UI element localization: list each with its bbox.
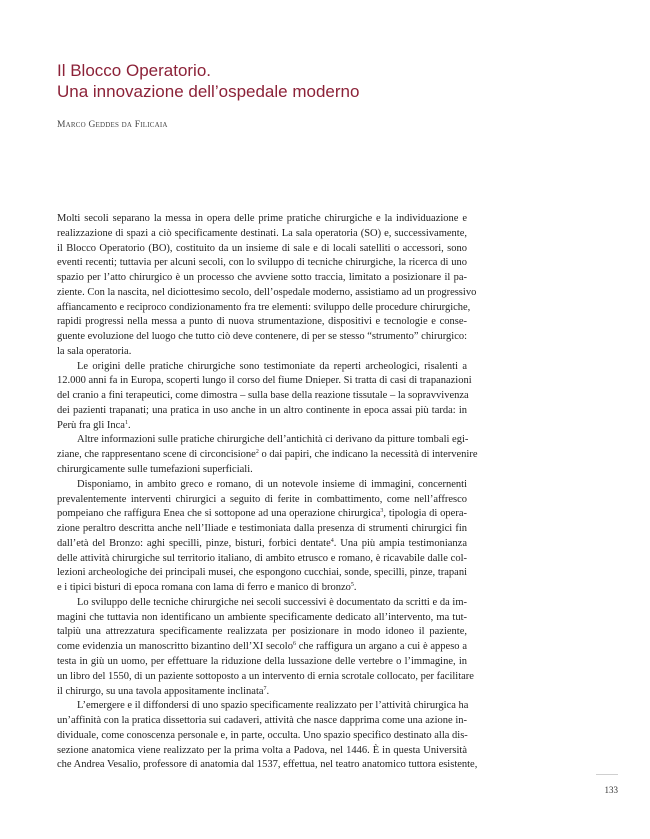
body-text-segment: ziente. Con la nascita, nel diciottesimo secolo, dell’ospedale moderno, assistiamo ad un progressivo bbox=[57, 286, 477, 298]
footnote-reference: 2 bbox=[255, 449, 259, 456]
body-text-line bbox=[57, 448, 478, 463]
body-text-line bbox=[57, 758, 478, 773]
body-text-line bbox=[57, 242, 467, 257]
body-text-segment: . Una più ampia testimonianza bbox=[333, 537, 467, 549]
body-text-line bbox=[57, 552, 467, 567]
body-text-segment: delle attività chirurgiche sul territorio italiano, di ambito etrusco e romano, è ricavabile dalle col- bbox=[57, 552, 467, 564]
body-text-line bbox=[57, 611, 467, 626]
body-text-segment: talpiù una attrezzatura specificamente realizzata per posizionare in modo idoneo il paziente, bbox=[57, 626, 467, 638]
body-text-segment: guente evoluzione del luogo che tutto ciò deve contenere, di per se stesso “strumento” chirurgico: bbox=[57, 331, 468, 343]
body-text-segment: come evidenzia un manoscritto bizantino dell’XI secolo bbox=[57, 641, 293, 653]
body-text-line bbox=[57, 744, 467, 759]
footnote-reference: 3 bbox=[380, 508, 384, 515]
body-text-segment: magini che tuttavia non identificano un ambiente specificamente dedicato all’intervento, ma tut- bbox=[57, 611, 467, 623]
page-number-rule bbox=[596, 774, 618, 775]
body-text-line bbox=[57, 404, 467, 419]
body-text-segment: un libro del 1550, di un paziente sottoposto a un intervento di ernia scrotale collocato, per facilitare bbox=[57, 670, 474, 682]
body-text-segment: L’emergere e il diffondersi di uno spazio specificamente realizzato per l’attività chirurgica ha bbox=[77, 700, 469, 712]
body-text-segment: . bbox=[127, 419, 131, 431]
body-text-line bbox=[57, 345, 467, 360]
body-text-segment: che Andrea Vesalio, professore di anatomia dal 1537, effettua, nel teatro anatomico tuttora esistente, bbox=[57, 759, 478, 771]
body-text-segment: e i tipici bisturi di epoca romana con lama di ferro e manico di bronzo bbox=[57, 582, 351, 594]
body-text-line bbox=[57, 655, 467, 670]
body-text-segment: Disponiamo, in ambito greco e romano, di un notevole insieme di immagini, concernenti bbox=[77, 478, 467, 490]
body-text-line bbox=[57, 699, 467, 714]
body-text-segment: il chirurgo, su una tavola appositamente inclinata bbox=[57, 685, 264, 697]
body-text-line bbox=[57, 360, 467, 375]
body-text-segment: 12.000 anni fa in Europa, scoperti lungo il corso del fiume Dnieper. Si tratta di casi di trapanazioni bbox=[57, 375, 472, 387]
body-text-segment: Lo sviluppo delle tecniche chirurgiche nei secoli successivi è documentato da scritti e da im- bbox=[77, 596, 467, 608]
body-text-line bbox=[57, 271, 467, 286]
body-text-segment: un’affinità con la pratica dissettoria sui cadaveri, attività che nasce dapprima come una azione in- bbox=[57, 715, 467, 727]
body-text-line bbox=[57, 566, 467, 581]
body-text-line bbox=[57, 301, 471, 316]
body-text-line bbox=[57, 374, 472, 389]
body-text-line bbox=[57, 714, 467, 729]
body-text-segment: affiancamento e reciproco condizionamento fra tre elementi: sviluppo delle procedure chirurgiche, bbox=[57, 301, 471, 313]
body-text-segment: spazio per l’atto chirurgico è un processo che avviene sotto traccia, limitato a posizionare il pa- bbox=[57, 272, 467, 284]
body-text-line bbox=[57, 537, 467, 552]
body-text-line bbox=[57, 227, 467, 242]
article-title bbox=[57, 60, 597, 102]
body-text-line bbox=[57, 625, 467, 640]
body-text-segment: lezioni archeologiche dei principali musei, che espongono cucchiai, sonde, specilli, pinze, trapani bbox=[57, 567, 467, 579]
body-text-segment: pompeiano che raffigura Enea che si sottopone ad una operazione chirurgica bbox=[57, 508, 381, 520]
body-text-line bbox=[57, 389, 467, 404]
body-text-segment: del cranio a fini terapeutici, come dimostra – sulla base della reazione tissutale – la sopravvivenza bbox=[57, 390, 469, 402]
body-text-line bbox=[57, 330, 467, 345]
article-title-line-1: Il Blocco Operatorio. bbox=[57, 61, 212, 80]
body-text-segment: che raffigura un argano a cui è appeso a bbox=[295, 641, 467, 653]
body-text-segment: eventi recenti; tuttavia per alcuni secoli, con lo sviluppo di tecniche chirurgiche, la ricerca di uno bbox=[57, 257, 467, 269]
body-text-segment: Altre informazioni sulle pratiche chirurgiche dell’antichità ci derivano da pitture tombali egi- bbox=[77, 434, 469, 446]
body-text-line bbox=[57, 522, 467, 537]
body-text-segment: ziane, che rappresentano scene di circoncisione bbox=[57, 449, 256, 461]
page-number: 133 bbox=[604, 785, 618, 795]
footnote-reference: 1 bbox=[124, 419, 128, 426]
body-text-segment: prevalentemente interventi chirurgici a seguito di ferite in combattimento, come nell’affresco bbox=[57, 493, 467, 505]
body-text-segment: chirurgicamente sulle tumefazioni superficiali. bbox=[57, 464, 253, 476]
body-text-line bbox=[57, 315, 467, 330]
body-text-segment: , tipologia di opera- bbox=[383, 508, 467, 520]
body-text-segment: la sala operatoria. bbox=[57, 345, 132, 357]
footnote-reference: 5 bbox=[350, 582, 354, 589]
body-text-line bbox=[57, 212, 467, 227]
body-text-segment: zione peraltro descritta anche nell’Iliade e testimoniata dalla presenza di strumenti chirurgici fin bbox=[57, 523, 467, 535]
body-text-segment: sezione anatomica viene realizzato per la prima volta a Padova, nel 1446. È in questa Università bbox=[57, 744, 467, 756]
body-text-line bbox=[57, 433, 467, 448]
body-text-line bbox=[57, 670, 474, 685]
body-text-line bbox=[57, 729, 467, 744]
footnote-reference: 7 bbox=[263, 685, 267, 692]
author-name: Marco Geddes da Filicaia bbox=[57, 120, 168, 130]
body-text-line bbox=[57, 596, 467, 611]
footnote-reference: 6 bbox=[292, 641, 296, 648]
body-text-segment: testa in giù un uomo, per effettuare la riduzione della lussazione delle vertebre o l’immagine, in bbox=[57, 655, 467, 667]
body-text-line bbox=[57, 286, 477, 301]
footnote-reference: 4 bbox=[330, 537, 334, 544]
body-text-segment: realizzazione di spazi a ciò specificamente destinati. La sala operatoria (SO) e, successivamente, bbox=[57, 227, 467, 239]
body-text-line bbox=[57, 256, 467, 271]
article-body bbox=[57, 212, 478, 773]
body-text-line bbox=[57, 493, 467, 508]
body-text-segment: il Blocco Operatorio (BO), costituito da un insieme di sale e di locali satelliti o accessori, sono bbox=[57, 242, 467, 254]
body-text-segment: o dai papiri, che indicano la necessità di intervenire bbox=[258, 449, 478, 461]
body-text-segment: . bbox=[266, 685, 270, 697]
body-text-segment: dividuale, come conoscenza personale e, in parte, occulta. Uno spazio specifico destinato alla dis- bbox=[57, 729, 468, 741]
body-text-segment: Molti secoli separano la messa in opera delle prime pratiche chirurgiche e la individuazione e bbox=[57, 213, 467, 224]
body-text-segment: rapidi progressi nella messa a punto di nuova strumentazione, dispositivi e tecnologie e conse- bbox=[57, 316, 467, 328]
body-text-line bbox=[57, 640, 467, 655]
body-text-line bbox=[57, 581, 467, 596]
body-text-line bbox=[57, 463, 467, 478]
body-text-segment: . bbox=[353, 582, 357, 594]
body-text-line bbox=[57, 507, 467, 522]
body-text-segment: dei pazienti trapanati; una pratica in uso anche in un altro continente in epoca assai più tarda: in bbox=[57, 404, 467, 416]
body-text-line bbox=[57, 419, 467, 434]
body-text-segment: dall’età del Bronzo: aghi specilli, pinze, bisturi, forbici dentate bbox=[57, 537, 331, 549]
body-text-segment: Perù fra gli Inca bbox=[57, 419, 125, 431]
body-text-segment: Le origini delle pratiche chirurgiche sono testimoniate da reperti archeologici, risalenti a bbox=[77, 360, 467, 372]
article-title-line-2: Una innovazione dell’ospedale moderno bbox=[57, 82, 360, 101]
body-text-line bbox=[57, 685, 467, 700]
body-text-line bbox=[57, 478, 467, 493]
